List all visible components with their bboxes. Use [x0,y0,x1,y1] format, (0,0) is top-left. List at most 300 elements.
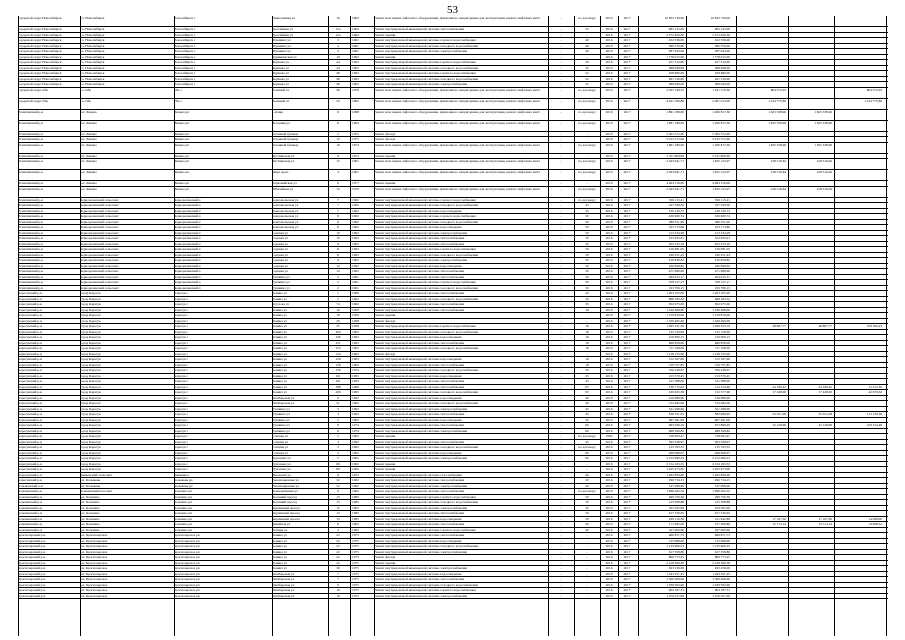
total-cost-cell: 514 482,00 [668,401,684,405]
quantity-cell: 40 [585,522,589,526]
street-cell: Кооперативная ул [272,489,298,493]
unit-cell: - [560,373,562,378]
build-year-cell: 1958 [352,324,359,328]
municipality-cell: городской округ Новосибирск [18,76,62,81]
end-year-cell: 2017 [623,247,631,251]
start-year-cell: 2016 [605,461,613,466]
fund-amount-cell: 668 183,52 [714,296,730,301]
house-number-cell: 7 [337,208,339,213]
work-type-cell: Ремонт внутридомовой инженерной системы водоотведения [374,373,462,378]
total-cost-cell: 487 291,00 [668,417,684,422]
quantity-cell: 45 [585,373,589,378]
total-cost-cell: 4 484 316,00 [666,181,684,185]
locality-cell: Новосибирск г [174,49,196,53]
start-year-cell: 2016 [605,588,613,592]
quantity-cell: - [586,351,588,356]
end-year-cell: 2017 [623,43,631,48]
total-cost-cell: 457 512,00 [668,60,684,64]
municipality-cell: городской округ Новосибирск [18,32,62,37]
settlement-cell: город Карасук [80,351,101,356]
settlement-cell: р.п. Краснозерское [80,571,108,576]
settlement-cell: город Карасук [80,302,101,306]
house-number-cell: 4 [337,49,339,53]
street-cell: Тургенева ул [272,461,291,466]
total-cost-cell: 869 773,25 [668,555,684,559]
build-year-cell: 1962 [352,522,359,526]
house-number-cell: 128 [335,357,341,361]
unit-cell: - [560,71,562,75]
start-year-cell: 2016 [605,362,613,367]
street-cell: Ленина ул [272,555,287,559]
fund-amount-cell: 163 505,00 [714,505,730,510]
municipality-cell: Краснозерский р-н [18,577,46,581]
settlement-cell: р.п. Коченево [80,527,100,532]
end-year-cell: 2017 [623,472,631,477]
start-year-cell: 2016 [605,263,613,268]
street-cell: Ленина ул [272,318,287,323]
work-type-cell: Ремонт внутридомовой инженерной системы теплоснабжения [374,307,465,312]
fund-amount-cell: 617 358,80 [714,549,730,554]
quantity-cell: по договору [578,489,596,493]
street-cell: Пушкина ул [272,423,290,427]
end-year-cell: 2017 [623,263,631,268]
quantity-cell: 16 [585,335,589,339]
start-year-cell: 2016 [605,351,613,356]
fund-amount-cell: 869 773,25 [714,555,730,559]
fund-amount-cell: 711 108,09 [714,346,730,350]
house-number-cell: 48 [336,71,340,75]
start-year-cell: 2016 [605,368,613,372]
street-cell: Бетонный бульвар [272,142,299,147]
settlement-cell: Чернореченский сельсовет [80,230,119,235]
locality-cell: Линево рп [174,131,190,136]
build-year-cell: 1962 [352,197,359,202]
municipality-cell: городской округ Новосибирск [18,43,62,48]
quantity-cell: 65 [585,390,589,394]
total-cost-cell: 983 135,00 [668,27,684,31]
house-number-cell: 8 [337,522,339,526]
house-number-cell: 80 [336,467,340,471]
work-type-cell: Ремонт крыши [374,153,396,158]
end-year-cell: 2017 [623,120,631,125]
house-number-cell: 10 [336,230,340,235]
municipality-cell: Карасукский р-н [18,434,42,438]
settlement-cell: город Карасук [80,390,101,394]
total-cost-cell: 1 360 408,00 [666,577,684,581]
street-cell: Ленина ул [272,340,287,345]
settlement-cell: р.п. Линево [80,159,97,163]
unit-cell: - [560,230,562,235]
locality-cell: Карасук г [174,445,188,449]
house-number-cell: 5 [337,456,339,460]
house-number-cell: 30 [336,566,340,570]
quantity-cell: 30 [585,368,589,372]
end-year-cell: 2017 [623,230,631,235]
fund-amount-cell: 268 698,07 [714,450,730,455]
work-type-cell: Ремонт или замена лифтового оборудования, признанного непригодным для эксплуатации, ремонт лифтовых шахт [374,142,540,147]
total-cost-cell: 135 763,53 [668,445,684,449]
settlement-cell: р.п. Линево [80,142,97,147]
street-cell: Пушкина ул [272,280,290,284]
unit-cell: - [560,461,562,466]
locality-cell: Краснозерское рп [174,560,200,565]
municipality-cell: Колыванский р-н [18,483,43,488]
total-cost-cell: 452 536,00 [668,38,684,42]
locality-cell: Карасук г [174,428,188,433]
total-cost-cell: 488 399,82 [668,428,684,433]
total-cost-cell: 197 349,30 [668,203,684,207]
end-year-cell: 2017 [623,236,631,240]
fund-amount-cell: 488 399,82 [714,428,730,433]
house-number-cell: 20 [336,318,340,323]
work-type-cell: Ремонт внутридомовой инженерной системы холодного водоснабжения [374,401,479,405]
municipality-cell: городской округ Новосибирск [18,65,62,70]
end-year-cell: 2017 [623,571,631,576]
street-cell: Весенний проезд [272,500,297,504]
start-year-cell: 2016 [605,324,613,328]
quantity-cell: 40 [585,401,589,405]
unit-cell: - [560,241,562,246]
fund-amount-cell: 135 763,53 [714,445,730,449]
locality-cell: Краснозерское рп [174,588,200,592]
work-type-cell: Ремонт внутридомовой инженерной системы теплоснабжения [374,412,465,416]
end-year-cell: 2017 [623,588,631,592]
unit-cell: - [560,335,562,339]
locality-cell: Краснозерское рп [174,571,200,576]
build-year-cell: 1975 [352,538,359,543]
end-year-cell: 2017 [623,87,631,92]
locality-cell: Краснозерское рп [174,582,200,587]
quantity-cell: - [586,461,588,466]
total-cost-cell: 1 891 189,00 [666,120,684,125]
extra-amount-cell: 1 625 338,96 [768,109,786,114]
fund-amount-cell: 458 680,00 [714,71,730,75]
settlement-cell: город Карасук [80,373,101,378]
build-year-cell: 1962 [352,461,359,466]
settlement-cell: город Карасук [80,296,101,301]
end-year-cell: 2017 [623,186,631,191]
locality-cell: Чернореченский п [174,285,201,290]
total-cost-cell: 169 625,58 [668,390,684,394]
fund-amount-cell: 666 858,00 [714,340,730,345]
municipality-cell: городской округ Новосибирск [18,82,62,86]
end-year-cell: 2017 [623,65,631,70]
street-cell: Комсомольская ул [272,219,299,224]
settlement-cell: г.о. Новосибирск [80,76,105,81]
fund-amount-cell: 1 236 468,00 [712,307,730,312]
fund-amount-cell: 125 508,88 [714,500,730,504]
street-cell: Октябрьская ул [272,577,295,581]
end-year-cell: 2017 [623,318,631,323]
start-year-cell: 2016 [605,170,613,174]
municipality-cell: Краснозерский р-н [18,593,46,598]
locality-cell: Колывань рп [174,478,193,482]
start-year-cell: 2016 [605,27,613,31]
unit-cell: - [560,362,562,367]
extra-amount-cell: 55 351,08 [772,412,786,416]
settlement-cell: р.п. Коченево [80,500,100,504]
total-cost-cell: 2 272 656,30 [666,32,684,37]
unit-cell: - [560,225,562,229]
quantity-cell: 45 [585,417,589,422]
end-year-cell: 2017 [623,505,631,510]
house-number-cell: 3 [337,439,339,444]
work-type-cell: Ремонт внутридомовой инженерной системы горячего водоснабжения [374,280,476,284]
unit-cell: - [560,533,562,537]
start-year-cell: 2016 [605,340,613,345]
street-cell: Листвянская ул [272,159,295,163]
build-year-cell: 1985 [352,505,359,510]
locality-cell: Чернореченский п [174,197,201,202]
locality-cell: Карасук г [174,313,188,317]
work-type-cell: Ремонт или замена лифтового оборудования, признанного непригодным для эксплуатации, ремонт лифтовых шахт [374,109,540,114]
settlement-cell: город Карасук [80,379,101,383]
work-type-cell: Ремонт внутридомовой инженерной системы холодного водоснабжения [374,285,479,290]
end-year-cell: 2017 [623,291,631,295]
locality-cell: Новосибирск г [174,27,196,31]
quantity-cell: 16 [585,329,589,334]
work-type-cell: Ремонт крыши [374,181,396,185]
settlement-cell: р.п. Коченево [80,505,100,510]
house-number-cell: 6 [337,395,339,400]
house-number-cell: 15 [336,159,340,163]
start-year-cell: 2016 [605,142,613,147]
start-year-cell: 2016 [605,302,613,306]
street-cell: Якушева ул [272,60,289,64]
owner-amount-cell [834,187,882,198]
owner-amount-cell [834,121,882,132]
build-year-cell: 1962 [352,489,359,493]
work-type-cell: Ремонт внутридомовой инженерной системы теплоснабжения [374,423,465,427]
municipality-cell: Карасукский р-н [18,445,42,449]
settlement-cell: город Карасук [80,401,101,405]
work-type-cell: Ремонт внутридомовой инженерной системы теплоснабжения [374,379,465,383]
house-number-cell: 124 [335,351,341,356]
total-cost-cell: 1 039 593,00 [666,582,684,587]
build-year-cell: 1961 [352,49,359,53]
end-year-cell: 2017 [623,538,631,543]
street-cell: Садовая ул [272,269,288,273]
street-cell: Степная ул [272,439,288,444]
owner-amount-cell: 113 139,36 [866,412,882,416]
total-cost-cell: 652 975,00 [668,302,684,306]
table-row [18,143,888,154]
build-year-cell: 1962 [352,236,359,240]
work-type-cell: Ремонт крыши [374,434,396,438]
work-type-cell: Ремонт внутридомовой инженерной системы холодного водоснабжения [374,329,479,334]
street-cell: Ленина ул [272,368,287,372]
fund-amount-cell: 1 260 817,30 [712,120,730,125]
settlement-cell: р.п. Краснозерское [80,577,108,581]
build-year-cell: 1962 [352,417,359,422]
end-year-cell: 2017 [623,137,631,141]
settlement-cell: р.п. Линево [80,170,97,174]
end-year-cell: 2017 [623,566,631,570]
budget-amount-cell: 17 167,50 [818,516,832,521]
municipality-cell: Карасукский р-н [18,439,42,444]
house-number-cell: 1 [337,291,339,295]
unit-cell: - [560,549,562,554]
unit-cell: - [560,208,562,213]
locality-cell: Новосибирск г [174,38,196,42]
start-year-cell: 2016 [605,230,613,235]
start-year-cell: 2016 [605,82,613,86]
work-type-cell: Ремонт или замена лифтового оборудования, признанного непригодным для эксплуатации, ремонт лифтовых шахт [374,170,540,174]
unit-cell: - [560,76,562,81]
work-type-cell: Ремонт фасада [374,351,396,356]
locality-cell: Новосибирск г [174,71,196,75]
end-year-cell: 2017 [623,522,631,526]
settlement-cell: р.п. Линево [80,137,97,141]
locality-cell: Карасук г [174,434,188,438]
municipality-cell: Карасукский р-н [18,478,42,482]
fund-amount-cell: 261 316,00 [714,76,730,81]
house-number-cell: 22 [336,544,340,548]
unit-cell: - [560,511,562,515]
build-year-cell: 1962 [352,203,359,207]
street-cell: Ленина ул [272,357,287,361]
locality-cell: Коченево рп [174,522,192,526]
house-number-cell: 32 [336,483,340,488]
work-type-cell: Ремонт внутридомовой инженерной системы теплоснабжения [374,340,465,345]
build-year-cell: 1962 [352,335,359,339]
quantity-cell: - [586,560,588,565]
column-divider [272,16,273,636]
municipality-cell: Искитимский р-н [18,181,44,185]
end-year-cell: 2017 [623,258,631,262]
locality-cell: Чернореченский п [174,208,201,213]
house-number-cell: 104 [335,329,341,334]
unit-cell: - [560,324,562,328]
end-year-cell: 2017 [623,428,631,433]
end-year-cell: 2017 [623,313,631,317]
house-number-cell: 188 [335,384,341,389]
work-type-cell: Ремонт внутридомовой инженерной системы горячего водоснабжения [374,197,476,202]
start-year-cell: 2016 [605,571,613,576]
work-type-cell: Ремонт внутридомовой инженерной системы горячего водоснабжения [374,494,476,499]
unit-cell: - [560,483,562,488]
fund-amount-cell: 135 998,00 [714,538,730,543]
street-cell: Мира пр-кт [272,170,289,174]
fund-amount-cell: 1 135 906,23 [712,544,730,548]
locality-cell: Чернореченский п [174,219,201,224]
total-cost-cell: 289 049,00 [668,82,684,86]
work-type-cell: Ремонт внутридомовой инженерной системы теплоснабжения [374,269,465,273]
build-year-cell: 1975 [352,549,359,554]
locality-cell: Карасук г [174,401,188,405]
street-cell: Ленина ул [272,351,287,356]
quantity-cell: - [586,549,588,554]
quantity-cell: - [586,582,588,587]
locality-cell: Чернореченский п [174,280,201,284]
locality-cell: Краснозерское рп [174,538,200,543]
work-type-cell: Ремонт крыши [374,560,396,565]
budget-amount-cell: 24 180,42 [818,384,832,389]
end-year-cell: 2017 [623,467,631,471]
table-row [18,170,888,181]
start-year-cell: 2016 [605,87,613,92]
end-year-cell: 2017 [623,423,631,427]
unit-cell: - [560,560,562,565]
start-year-cell: 2016 [605,43,613,48]
house-number-cell: 3 [337,406,339,411]
build-year-cell: 1962 [352,467,359,471]
end-year-cell: 2017 [623,390,631,394]
locality-cell: Новосибирск г [174,82,196,86]
house-number-cell: 12a [335,27,341,31]
total-cost-cell: 287 943,00 [668,49,684,53]
house-number-cell: 15 [336,516,340,521]
quantity-cell: 16 [585,324,589,328]
locality-cell: Коченево рп [174,511,192,515]
build-year-cell: 1962 [352,340,359,345]
start-year-cell: 2016 [605,428,613,433]
total-cost-cell: 1 095 221,56 [666,324,684,328]
street-cell: Кутузова ул [272,302,289,306]
fund-amount-cell: 190 251,43 [714,252,730,257]
quantity-cell: 60 [585,423,589,427]
build-year-cell: 1963 [352,362,359,367]
settlement-cell: Чернореченский сельсовет [80,252,119,257]
unit-cell: - [560,313,562,317]
build-year-cell: 1958 [352,318,359,323]
start-year-cell: 2016 [605,219,613,224]
unit-cell: - [560,368,562,372]
house-number-cell: 6 [337,181,339,185]
work-type-cell: Ремонт внутридомовой инженерной системы теплоснабжения [374,577,465,581]
end-year-cell: 2017 [623,82,631,86]
unit-cell: - [560,82,562,86]
fund-amount-cell: 2 152 980,23 [712,456,730,460]
end-year-cell: 2017 [623,98,631,103]
house-number-cell: 48 [336,82,340,86]
start-year-cell: 2016 [605,555,613,559]
fund-amount-cell: 1 203 105,00 [712,291,730,295]
start-year-cell: 2016 [605,538,613,543]
fund-amount-cell: 436 900,74 [714,214,730,218]
locality-cell: Колывань рп [174,483,193,488]
extra-amount-cell: 1 625 338,96 [768,120,786,125]
start-year-cell: 2016 [605,412,613,416]
total-cost-cell: 132 159,00 [668,329,684,334]
end-year-cell: 2017 [623,417,631,422]
end-year-cell: 2017 [623,412,631,416]
locality-cell: Чернореченский п [174,214,201,218]
end-year-cell: 2017 [623,494,631,499]
settlement-cell: р.п. Краснозерское [80,566,108,570]
municipality-cell: Искитимский р-н [18,274,44,279]
settlement-cell: город Карасук [80,384,101,389]
work-type-cell: Ремонт внутридомовой инженерной системы электроснабжения [374,258,467,262]
street-cell: Ленина ул [272,566,287,570]
unit-cell: - [560,434,562,438]
budget-amount-cell [788,16,832,27]
quantity-cell: 43 [585,203,589,207]
end-year-cell: 2017 [623,593,631,598]
municipality-cell: Карасукский р-н [18,461,42,466]
table-row [18,88,888,99]
end-year-cell: 2017 [623,241,631,246]
unit-cell: - [560,588,562,592]
end-year-cell: 2017 [623,274,631,279]
build-year-cell: 1962 [352,269,359,273]
street-cell: Степная ул [272,445,288,449]
locality-cell: Линево рп [174,137,190,141]
build-year-cell: 1962 [352,406,359,411]
work-type-cell: Ремонт внутридомовой инженерной системы теплоснабжения [374,302,465,306]
settlement-cell: город Карасук [80,467,101,471]
quantity-cell: 50 [585,247,589,251]
